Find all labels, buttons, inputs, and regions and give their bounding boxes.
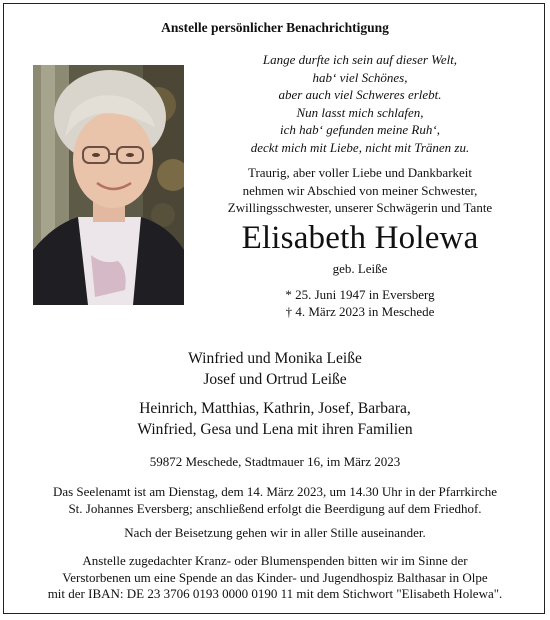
mourner-line: Heinrich, Matthias, Kathrin, Josef, Barbara, — [139, 400, 411, 417]
life-dates — [205, 286, 515, 320]
poem — [205, 51, 515, 156]
address-line: 59872 Meschede, Stadtmauer 16, im März 2023 — [149, 454, 401, 469]
poem-line: Nun lasst mich schlafen, — [296, 104, 424, 120]
service-info — [0, 484, 550, 517]
donation-line: mit der IBAN: DE 23 3706 0193 0000 0190 11 mit dem Stichwort "Elisabeth Holewa". — [47, 586, 503, 601]
mourner-line: Winfried, Gesa und Lena mit ihren Familien — [137, 421, 413, 438]
deceased-name: Elisabeth Holewa — [241, 220, 479, 256]
donation-line: Verstorbenen um eine Spende an das Kinder- und Jugendhospiz Balthasar in Olpe — [62, 569, 488, 585]
poem-line: aber auch viel Schweres erlebt. — [278, 87, 442, 102]
birth-date: * 25. Juni 1947 in Eversberg — [285, 287, 435, 302]
poem-line: ich hab‘ gefunden meine Ruh‘, — [280, 122, 440, 137]
donation-info — [0, 553, 550, 603]
service-line: St. Johannes Eversberg; anschließend erfolgt die Beerdigung auf dem Friedhof. — [68, 500, 482, 516]
mourner-line: Josef und Ortrud Leiße — [203, 371, 347, 388]
donation-line: Anstelle zugedachter Kranz- oder Blumenspenden bitten wir im Sinne der — [82, 553, 468, 568]
farewell-intro — [205, 164, 515, 217]
portrait-photo — [33, 65, 184, 305]
birth-name: geb. Leiße — [332, 261, 388, 276]
mourner-line: Winfried und Monika Leiße — [188, 350, 362, 367]
death-date: † 4. März 2023 in Meschede — [285, 304, 435, 319]
intro-line: Traurig, aber voller Liebe und Dankbarkeit — [247, 165, 473, 180]
poem-line: deckt mich mit Liebe, nicht mit Tränen zu. — [250, 139, 470, 155]
intro-line: nehmen wir Abschied von meiner Schwester, — [242, 182, 478, 198]
intro-line: Zwillingsschwester, unserer Schwägerin und Tante — [227, 200, 493, 215]
service-line: Das Seelenamt ist am Dienstag, dem 14. März 2023, um 14.30 Uhr in der Pfarrkirche — [52, 484, 498, 499]
burial-note: Nach der Beisetzung gehen wir in aller Stille auseinander. — [124, 525, 426, 540]
poem-line: hab‘ viel Schönes, — [312, 69, 408, 85]
poem-line: Lange durfte ich sein auf dieser Welt, — [262, 52, 458, 67]
notice-header: Anstelle persönlicher Benachrichtigung — [161, 20, 389, 35]
mourners-secondary — [0, 398, 550, 440]
mourners-primary — [0, 348, 550, 390]
